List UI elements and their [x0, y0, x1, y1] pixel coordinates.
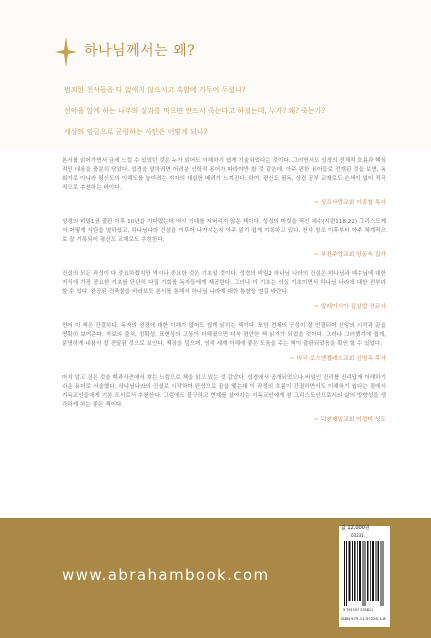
review-signature: ~ 부천주양교회 양동욱 집사: [314, 252, 386, 258]
website-link[interactable]: www.abrahambook.com: [62, 566, 270, 584]
review-text: 먼저 이 책은 간결하다. 독자의 성경에 대한 이해가 없어도 쉽게 읽히는 책이다. 또한 전체의 구성이 잘 연결되어 신앙의 시작과 끝을 명확히 보여준다. 자료의 출처, 정확성, 표현상의 고통이 더해졌으면 더욱 평안한 책 읽기가 되었을 것이다. 그러나 그러했기에 쉽게, 분명하게 내용이 잘 전달된 것으로 보인다. 책장을 덮으며, 영적 세계 이해에 좋은 도움을 주는 책이 출판되었음을 확인 할 수 있었다.: [62, 323, 386, 347]
question-list: [64, 85, 404, 148]
review-signature: ~ 미국 로스앤젤레스교회 신명옥 목사: [289, 356, 386, 362]
barcode-number: 9 791197 235811: [343, 608, 374, 612]
review-signature: ~ 말레이시아 김상업 선교사: [314, 304, 386, 310]
review-text: 본서를 읽어가면서 금세 느낄 수 있었던 것은 누가 읽어도 이해하기 쉽게 기술되었다는 것이다. 그러면서도 성경의 전체적 흐름과 핵심적인 내용을 충분히 담았다. 성경을 말하려면 어려운 신학적 용어가 따라야만 할 것 같은데, 아주 편한 용어들로 전개된 것을 보면, 독회자로 아니라 평신도의 이해도를 높이려는 저자의 세심한 배려가 느껴진다. 하여, 평신도 필독, 성경 공부 교재로도 손색이 없어 적극적으로 추천하는 바이다.: [62, 158, 386, 191]
review-text: 마치 알고 싶은 것을 백과사전에서 찾는 느낌으로 책을 읽고 있는 것 같았다. 성경에서 공개되었으나 비밀인 진리를 진리답게 이해하기 쉬운 용어로 서술했다. 하나님나라의 건설로 시작하여 완성으로 끝을 맺는데 이 과정의 흐름이 간결하면서도 이해하기 쉽다는 점에서 기독교인들에게 기본 도서로서 추천한다. 그럼에도 불구하고 현재를 살아가는 기독교인에게 참 그리스도인으로서의 삶의 방향성을 생각하게 하는 좋은 책이다.: [62, 375, 386, 408]
price-label: 값 12,000원: [341, 525, 370, 531]
question-item: 세상의 임금으로 군림하는 사탄은 어떻게 되나?: [64, 128, 208, 136]
review-item: [62, 270, 386, 310]
barcode-icon: [344, 541, 384, 606]
heading-title: 하나님께서는 왜?: [84, 43, 196, 59]
review-item: [62, 374, 386, 423]
reviews-section: [62, 157, 386, 435]
question-item: 선악을 알게 하는 나무의 실과를 먹으면 반드시 죽는다고 하셨는데, 누가? 왜? 죽는가?: [64, 107, 326, 115]
review-signature: ~ 덕천제일교회 이정미 성도: [314, 417, 386, 423]
addon-code: 03231: [351, 533, 364, 538]
review-item: [62, 322, 386, 362]
review-signature: ~ 상프사랑교회 이종철 목사: [314, 200, 386, 206]
review-item: [62, 157, 386, 206]
star-icon: [55, 37, 77, 67]
question-item: 범죄한 천사들을 다 없애지 않으시고 흑암에 가두어 두셨나?: [64, 86, 246, 94]
review-text: 성경의 비밀1권 출판 이후 10년을 기다렸는데 역시 기대를 저버리지 않은 책이다. 성경의 머릿을 찍신 에수(시편118:22) 그리스도께서 어떻게 사탄을 멸하셨고, 하나님나라 건설을 이루어 나가시는지 아주 읽기 쉽게 기록하고 있다. 천사 창조 이후부터 아주 체계적으로 잘 기록되어 평신도 교재로도 추천한다.: [62, 219, 386, 243]
review-item: [62, 218, 386, 258]
isbn-label: ISBN 979-11-97235-1-8: [341, 616, 386, 621]
review-text: 건설의 모든 과정이 다 중요하겠지만 역시나 중요한 것은 기초일 것이다. 성경의 비밀2 하나님 나라의 건설은 하나님과 예수님에 대한 지식에 가장 중요한 기초를 단단히 다질 기회를 독자들에게 제공한다. 그러나 이 기초는 사실 기초이면서 하나님 나라에 대한 전부라 할 수 있다. 완공된 건축물을 바라보듯 본서를 통해서 하나님 나라에 대한 통찰을 얻길 바란다.: [62, 271, 386, 295]
header-panel: [0, 0, 431, 150]
